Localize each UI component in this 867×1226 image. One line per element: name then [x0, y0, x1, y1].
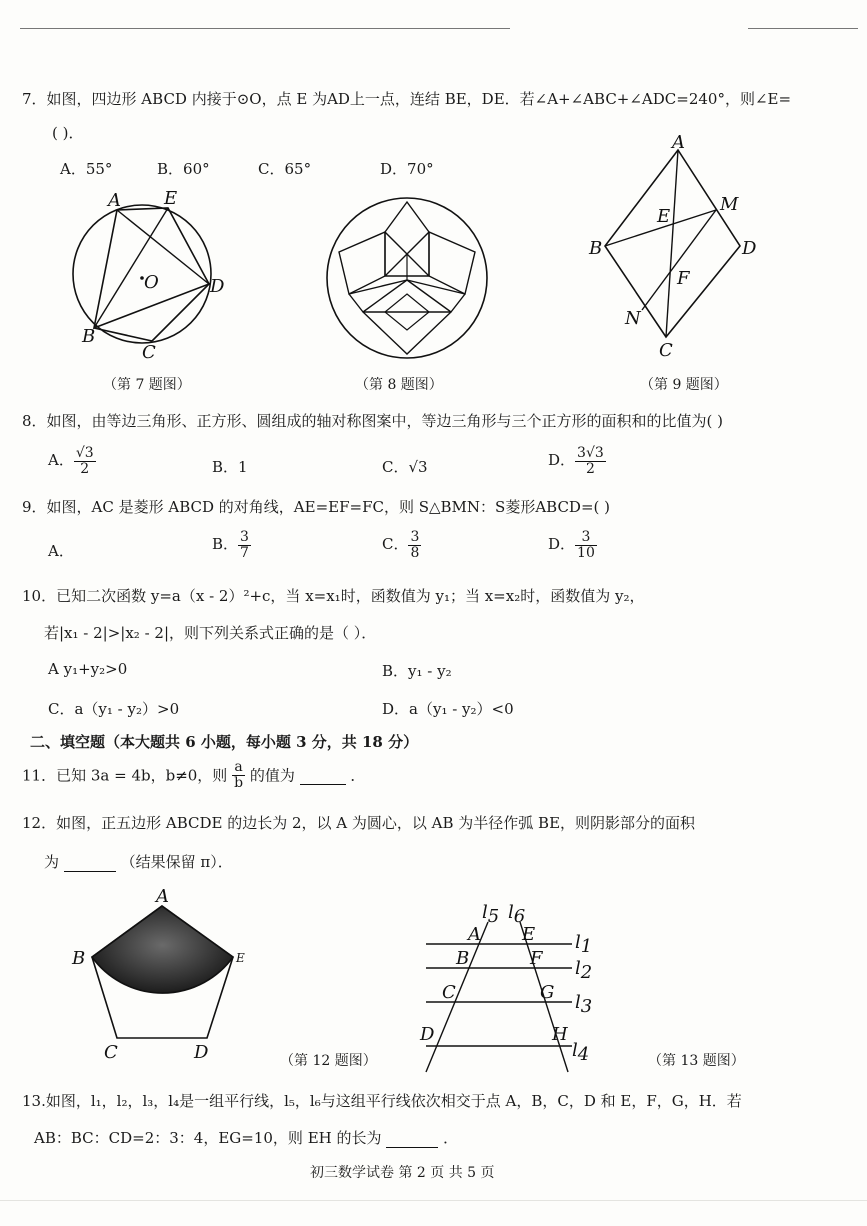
q8-option-d-num: 3√3	[577, 445, 604, 461]
q12-line1: 12．如图，正五边形 ABCDE 的边长为 2，以 A 为圆心，以 AB 为半径作弧 BE，则阴影部分的面积	[22, 814, 696, 832]
fig7-label-d: D	[210, 276, 225, 297]
bottom-rule	[0, 1200, 867, 1201]
fig13-label-f: F	[530, 948, 543, 969]
section-2-heading: 二、填空题（本大题共 6 小题，每小题 3 分，共 18 分）	[30, 733, 419, 751]
q7-stem-line2: ( )．	[52, 124, 84, 142]
fig13-label-e: E	[522, 924, 536, 945]
fig13-label-h: H	[552, 1024, 568, 1045]
fig7-label-c: C	[142, 342, 156, 363]
fig9-label-c: C	[659, 340, 673, 361]
fig12-label-e: E	[236, 951, 245, 965]
fig13-label-c: C	[442, 982, 456, 1003]
fig13-label-l2: l2	[575, 958, 593, 983]
fig9-label-m: M	[720, 194, 739, 215]
fig9-label-n: N	[625, 308, 641, 329]
fig9-label-d: D	[742, 238, 757, 259]
fig12-label-a: A	[156, 886, 169, 907]
fig7-label-a: A	[108, 190, 121, 211]
q10-line2: 若|x₁ - 2|>|x₂ - 2|，则下列关系式正确的是（ ）．	[44, 624, 377, 642]
figure-8	[325, 192, 490, 362]
q7-option-a: A．55°	[60, 160, 113, 178]
fig13-label-l6: l6	[508, 902, 526, 927]
q8-option-c: C．√3	[382, 458, 428, 476]
q11-frac-num: a	[232, 760, 245, 776]
q8-option-a-num: √3	[75, 445, 94, 461]
q7-caption: （第 7 题图）	[103, 377, 191, 393]
fig7-label-o: O	[144, 272, 159, 293]
q9-option-c: C． $\frac{3}{8}$	[382, 529, 420, 561]
top-rule-right	[748, 28, 858, 29]
fig13-label-l3: l3	[575, 992, 593, 1017]
fig12-label-c: C	[104, 1042, 118, 1062]
fig13-label-l5: l5	[482, 902, 500, 927]
fig9-label-f: F	[677, 268, 690, 289]
q13-line2: AB：BC：CD=2：3：4，EG=10，则 EH 的长为 ．	[34, 1129, 459, 1147]
q13-answer-blank[interactable]	[386, 1129, 438, 1148]
q10-option-b: B．y₁ - y₂	[382, 662, 452, 680]
fig13-label-g: G	[540, 982, 555, 1003]
q11-frac-den: b	[234, 774, 244, 791]
figure-7	[60, 180, 240, 365]
fig13-label-l1: l1	[575, 932, 593, 957]
figure-12	[70, 882, 270, 1062]
fig13-label-l4: l4	[572, 1040, 590, 1065]
q11-answer-blank[interactable]	[300, 766, 346, 785]
q7-option-c: C．65°	[258, 160, 312, 178]
figure-9	[585, 132, 760, 364]
q8-option-b: B．1	[212, 458, 248, 476]
q8-option-d: D． $\frac{3√3}{2}$	[548, 445, 604, 477]
page-footer: 初三数学试卷 第 2 页 共 5 页	[310, 1165, 495, 1181]
fig9-label-b: B	[589, 238, 603, 259]
fig13-label-a: A	[468, 924, 481, 945]
q9-stem: 9．如图，AC 是菱形 ABCD 的对角线，AE=EF=FC，则 S△BMN：S菱形ABCD=( )	[22, 498, 610, 516]
fig12-label-d: D	[194, 1042, 209, 1062]
figure-13	[412, 896, 597, 1076]
q12-answer-blank[interactable]	[64, 853, 116, 872]
q10-line1: 10．已知二次函数 y=a（x - 2）²+c，当 x=x₁时，函数值为 y₁；当 x=x₂时，函数值为 y₂，	[22, 587, 645, 605]
q13-line1: 13.如图，l₁，l₂，l₃，l₄是一组平行线，l₅，l₆与这组平行线依次相交于点 A，B，C，D 和 E，F，G，H．若	[22, 1092, 742, 1110]
fig9-label-e: E	[657, 206, 671, 227]
q12-line2: 为 （结果保留 π）．	[44, 853, 233, 871]
q9-option-d: D． $\frac{3}{10}$	[548, 529, 595, 561]
q8-caption: （第 8 题图）	[355, 377, 443, 393]
q7-option-b: B．60°	[157, 160, 210, 178]
q7-option-d: D．70°	[380, 160, 434, 178]
q10-option-c: C．a（y₁ - y₂）>0	[48, 700, 180, 718]
fig7-label-e: E	[164, 188, 178, 209]
fig13-label-b: B	[456, 948, 470, 969]
q9-option-a: A．	[48, 542, 74, 560]
q12-caption: （第 12 题图）	[280, 1053, 377, 1069]
q11-stem: 11．已知 3a = 4b，b≠0，则 $\frac{a}{b}$ 的值为 ．	[22, 759, 366, 791]
fig7-label-b: B	[82, 326, 96, 347]
q8-option-d-den: 2	[585, 460, 595, 477]
fig9-label-a: A	[672, 132, 685, 153]
q8-stem: 8．如图，由等边三角形、正方形、圆组成的轴对称图案中，等边三角形与三个正方形的面积和的比值为( )	[22, 412, 724, 430]
q13-caption: （第 13 题图）	[648, 1053, 745, 1069]
q9-option-b: B． $\frac{3}{7}$	[212, 529, 249, 561]
q9-caption: （第 9 题图）	[640, 377, 728, 393]
q8-option-a-den: 2	[80, 460, 90, 477]
fig12-label-b: B	[72, 948, 86, 969]
q8-option-a: A． $\frac{√3}{2}$	[48, 445, 94, 477]
top-rule-left	[20, 28, 510, 29]
fig13-label-d: D	[420, 1024, 435, 1045]
q10-option-d: D．a（y₁ - y₂）<0	[382, 700, 514, 718]
q7-stem-line1: 7．如图，四边形 ABCD 内接于⊙O，点 E 为AD上一点，连结 BE，DE．若∠A+∠ABC+∠ADC=240°，则∠E=	[22, 90, 792, 108]
q10-option-a: A y₁+y₂>0	[48, 660, 128, 678]
